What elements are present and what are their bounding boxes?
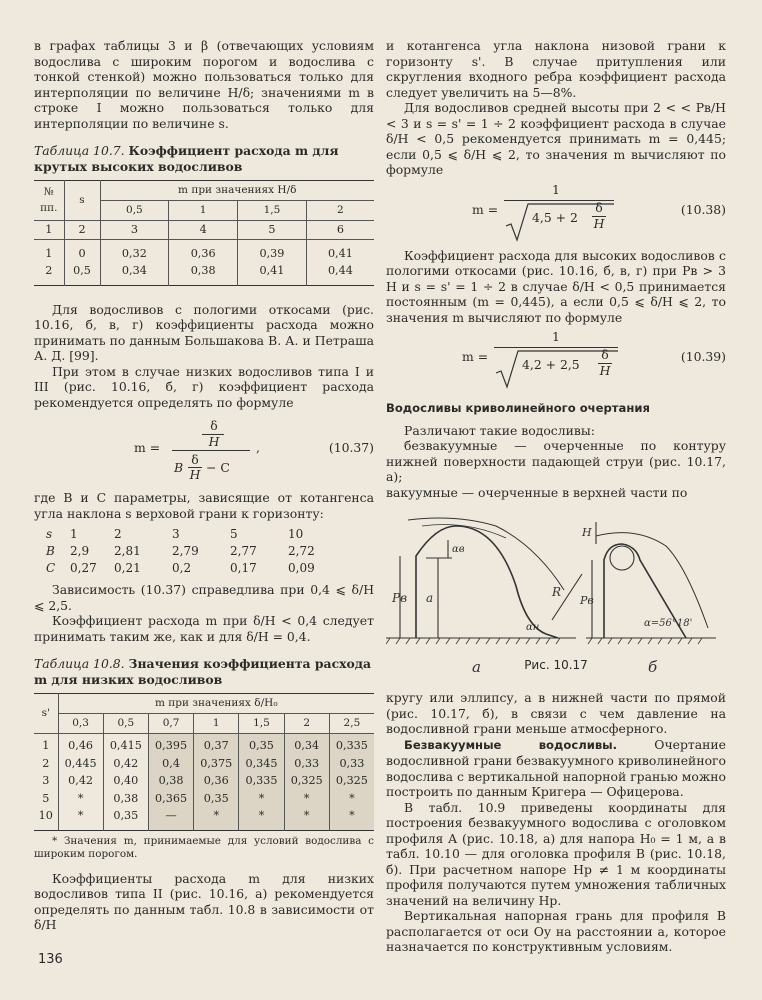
label-a: a — [426, 591, 434, 605]
cell: 0,325 — [284, 772, 329, 790]
cell: 5 — [42, 791, 50, 805]
paragraph: в графах таблицы 3 и β (отвечающих условиям водослива с широким порогом и водослива с тонкой стенкой) можно пользоваться только для интерполяции по величине H/δ; значениями m в строке I можно пользоваться только для интерполяции по величине s. — [34, 38, 374, 131]
cell: 10 — [38, 809, 53, 822]
label-H: H — [582, 526, 592, 539]
formula-term: , — [256, 440, 260, 455]
table-row — [34, 239, 374, 262]
formula-term: 1 — [552, 329, 560, 344]
formula-10-37 — [34, 414, 374, 486]
col-header-s: s' — [34, 694, 58, 734]
table-title: Коэффициент расхода m для крутых высоких водосливов — [34, 143, 339, 174]
cell: 0,32 — [100, 239, 169, 262]
param-value: 2,77 — [230, 544, 257, 558]
paragraph: где B и C параметры, зависящие от котангенса угла наклона s верховой грани к горизонту: — [34, 490, 374, 521]
sub-header: 0,3 — [58, 714, 103, 734]
cell: * — [329, 807, 374, 830]
cell: 0,46 — [58, 734, 103, 755]
cell: 3 — [42, 774, 50, 787]
cell: 0,325 — [329, 772, 374, 790]
cell: 0 — [64, 239, 100, 262]
cell: 0,44 — [306, 262, 374, 285]
paragraph: кругу или эллипсу, а в нижней части по прямой (рис. 10.17, б), в связи с чем давление на водосливной грани меньше атмосферного. — [386, 690, 726, 736]
cell: 0,34 — [284, 734, 329, 755]
param-row — [46, 527, 374, 544]
sub-header: 2 — [284, 714, 329, 734]
label-fig-a: а — [472, 658, 481, 676]
param-row — [46, 561, 374, 578]
paragraph: Для водосливов с пологими откосами (рис. 10.16, б, в, г) коэффициенты расхода можно принимать по данным Большакова В. А. и Петраша А. Д. [99]. — [34, 301, 374, 363]
paragraph: Зависимость (10.37) справедлива при 0,4 ⩽ δ/H ⩽ 2,5. — [34, 582, 374, 613]
formula-term: − C — [206, 460, 230, 475]
fraction-bar — [172, 450, 250, 451]
cell: * — [239, 807, 284, 830]
cell: 0,4 — [148, 755, 193, 773]
param-value: 10 — [288, 527, 304, 541]
ground-hatching — [386, 638, 560, 644]
cell: — — [148, 807, 193, 830]
formula-term: 4,2 + 2,5 — [522, 357, 580, 372]
formula-lhs: m = — [472, 201, 499, 217]
left-column — [34, 38, 374, 933]
table-footnote: * Значения m, принимаемые для условий водослива с широким порогом. — [34, 834, 374, 860]
nappe-upper — [408, 518, 564, 590]
table-row — [34, 772, 374, 790]
index-cell: 5 — [238, 221, 307, 240]
label-alpha-n: αн — [526, 622, 540, 633]
cell: 0,375 — [194, 755, 239, 773]
cell: 0,365 — [148, 790, 193, 808]
formula-term: 1 — [552, 181, 560, 197]
cell: 0,35 — [194, 790, 239, 808]
cell: 2 — [45, 264, 53, 277]
label-pb: Pв — [392, 591, 408, 605]
sub-header: 1 — [169, 201, 238, 221]
cell: 0,415 — [103, 734, 148, 755]
index-cell: 2 — [64, 221, 100, 240]
param-label: s — [46, 527, 53, 541]
sub-header: 1 — [194, 714, 239, 734]
table-row — [34, 734, 374, 755]
formula-term: δ — [191, 452, 199, 467]
param-value: 2 — [114, 527, 122, 541]
cell: 0,42 — [58, 772, 103, 790]
formula-lhs: m = — [462, 349, 489, 364]
label-alpha-b: αв — [452, 544, 465, 555]
paragraph: В табл. 10.9 приведены координаты для построения безвакуумного водослива с оголовком профиля A (рис. 10.18, а) для напора H₀ = 1 м, а в табл. 10.10 — для оголовка профиля B (рис. 10.18, б). При расчетном напоре Hр ≠ 1 м координаты профиля получаются путем умножения табличных значений на величину Hр. — [386, 799, 726, 908]
sub-header: 2 — [306, 201, 374, 221]
right-column — [386, 38, 726, 500]
cell: 0,395 — [148, 734, 193, 755]
paragraph: Коэффициенты расхода m для низких водосливов типа II (рис. 10.16, а) рекомендуется определять по данным табл. 10.8 в зависимости от δ/H — [34, 870, 374, 932]
paragraph: Различают такие водосливы: — [404, 422, 595, 438]
cell: 0,39 — [238, 239, 307, 262]
param-value: 0,09 — [288, 561, 315, 575]
paragraph: вакуумные — очерченные в верхней части по — [386, 484, 688, 500]
param-value: 3 — [172, 527, 180, 541]
table-title: Значения коэффициента расхода m для низких водосливов — [34, 656, 372, 687]
right-column-bottom — [386, 690, 726, 955]
table-number: Таблица 10.8. — [34, 656, 125, 671]
paragraph-text: Очертание водосливной грани безвакуумного криволинейного водослива с вертикальной напорной гранью можно построить по данным Кригера — Офицерова. — [386, 736, 726, 799]
formula-term: B — [174, 460, 184, 475]
group-header: m при значениях δ/H₀ — [58, 694, 374, 714]
formula-term: H — [599, 363, 611, 378]
paragraph: Вертикальная напорная грань для профиля B располагается от оси Oy на расстоянии a, которое назначается по конструктивным условиям. — [386, 908, 726, 954]
cell: 0,37 — [194, 734, 239, 755]
section-title: Водосливы криволинейного очертания — [386, 401, 650, 415]
crest-circle — [610, 546, 634, 570]
cell: 0,36 — [194, 772, 239, 790]
formula-term: δ — [595, 199, 603, 215]
param-value: 2,9 — [70, 544, 90, 558]
group-header: m при значениях H/δ — [100, 181, 374, 201]
cell: 0,345 — [239, 755, 284, 773]
equation-number: (10.37) — [328, 440, 374, 455]
cell: 0,335 — [329, 734, 374, 755]
param-value: 2,81 — [114, 544, 141, 558]
index-cell: 4 — [169, 221, 238, 240]
cell: * — [58, 790, 103, 808]
table-number: Таблица 10.7. — [34, 143, 125, 158]
cell: * — [58, 807, 103, 830]
formula-term: 4,5 + 2 — [532, 209, 578, 225]
paragraph: Коэффициент расхода для высоких водосливов с пологими откосами (рис. 10.16, б, в, г) при Pв > 3 H и s = s' = 1 ÷ 2 в случае δ/H < 0,5 принимается постоянным (m = 0,445), а если 0,5 ⩽ δ/H ⩽ 2, то значения m вычисляют по формуле — [386, 247, 726, 325]
bold-lead: Безвакуумные водосливы. — [404, 737, 618, 752]
formula-10-38 — [386, 182, 726, 244]
index-cell: 3 — [100, 221, 169, 240]
formula-term: δ — [601, 347, 609, 362]
cell: 0,35 — [103, 807, 148, 830]
param-value: 0,21 — [114, 561, 141, 575]
formula-10-39 — [386, 329, 726, 391]
index-cell: 1 — [34, 221, 64, 240]
cell: 0,42 — [103, 755, 148, 773]
cell: 0,335 — [239, 772, 284, 790]
col-header-no: № пп. — [34, 181, 64, 221]
table-caption — [34, 143, 374, 174]
cell: 0,41 — [238, 262, 307, 285]
param-value: 0,27 — [70, 561, 97, 575]
cell: 0,40 — [103, 772, 148, 790]
label-fig-b: б — [648, 658, 658, 676]
page-number: 136 — [38, 952, 63, 967]
cell: 0,36 — [169, 239, 238, 262]
cell: 0,33 — [329, 755, 374, 773]
param-value: 2,72 — [288, 544, 315, 558]
paragraph: При этом в случае низких водосливов типа I и III (рис. 10.16, б, г) коэффициент расхода рекомендуется определять по формуле — [34, 363, 374, 410]
paragraph: Коэффициент расхода m при δ/H < 0,4 следует принимать таким же, как и для δ/H = 0,4. — [34, 613, 374, 644]
sub-header: 0,5 — [100, 201, 169, 221]
table-row — [34, 755, 374, 773]
label-angle: α=56°18' — [644, 618, 693, 629]
cell: 0,5 — [64, 262, 100, 285]
cell: 0,34 — [100, 262, 169, 285]
cell: * — [284, 807, 329, 830]
equation-number: (10.38) — [680, 201, 726, 217]
cell: 0,35 — [239, 734, 284, 755]
formula-term: H — [208, 434, 220, 449]
cell: 1 — [45, 246, 53, 260]
param-value: 0,17 — [230, 561, 257, 575]
parameter-table — [46, 527, 374, 578]
cell: 0,33 — [284, 755, 329, 773]
param-value: 5 — [230, 527, 238, 541]
cell: 0,38 — [148, 772, 193, 790]
label-R: R — [552, 585, 562, 599]
table-row — [34, 262, 374, 285]
formula-lhs: m = — [134, 440, 161, 455]
table-row — [34, 807, 374, 830]
sub-header: 1,5 — [239, 714, 284, 734]
param-value: 2,79 — [172, 544, 199, 558]
cell: 2 — [42, 756, 50, 770]
paragraph: Для водосливов средней высоты при 2 < < Pв/H < 3 и s = s' = 1 ÷ 2 коэффициент расхода в случае δ/H < 0,5 рекомендуется принимать m = 0,445; если 0,5 ⩽ δ/H ⩽ 2, то значения m вычисляют по формуле — [386, 100, 726, 177]
paragraph: безвакуумные — очерченные по контуру нижней поверхности падающей струи (рис. 10.17, а); — [386, 438, 726, 484]
formula-term: H — [593, 215, 605, 231]
table-caption — [34, 656, 374, 687]
table-row — [34, 790, 374, 808]
cell: 0,41 — [306, 239, 374, 262]
paragraph-bold-lead — [386, 737, 726, 800]
cell: 1 — [42, 739, 50, 752]
sub-header: 2,5 — [329, 714, 374, 734]
cell: 0,445 — [58, 755, 103, 773]
sub-header: 1,5 — [238, 201, 307, 221]
figure-caption: Рис. 10.17 — [524, 658, 588, 672]
cell: * — [284, 790, 329, 808]
cell: * — [194, 807, 239, 830]
table-10-7 — [34, 180, 374, 286]
table-10-8 — [34, 693, 374, 831]
paragraph: и котангенса угла наклона низовой грани к горизонту s'. В случае притупления или скругления входного ребра коэффициент расхода следует увеличить на 5—8%. — [386, 38, 726, 100]
param-value: 0,2 — [172, 561, 192, 575]
cell: 0,38 — [103, 790, 148, 808]
sub-header: 0,7 — [148, 714, 193, 734]
cell: * — [329, 790, 374, 808]
cell: * — [239, 790, 284, 808]
cell: 0,38 — [169, 262, 238, 285]
ground-hatching — [588, 638, 702, 644]
param-row — [46, 544, 374, 561]
index-cell: 6 — [306, 221, 374, 240]
param-value: 1 — [70, 527, 78, 541]
label-pb: Pв — [580, 594, 594, 607]
col-header-s: s — [64, 181, 100, 221]
param-label: C — [46, 561, 56, 575]
sub-header: 0,5 — [103, 714, 148, 734]
equation-number: (10.39) — [680, 349, 726, 364]
param-label: B — [46, 544, 55, 558]
formula-term: δ — [210, 418, 218, 433]
formula-term: H — [189, 467, 201, 482]
